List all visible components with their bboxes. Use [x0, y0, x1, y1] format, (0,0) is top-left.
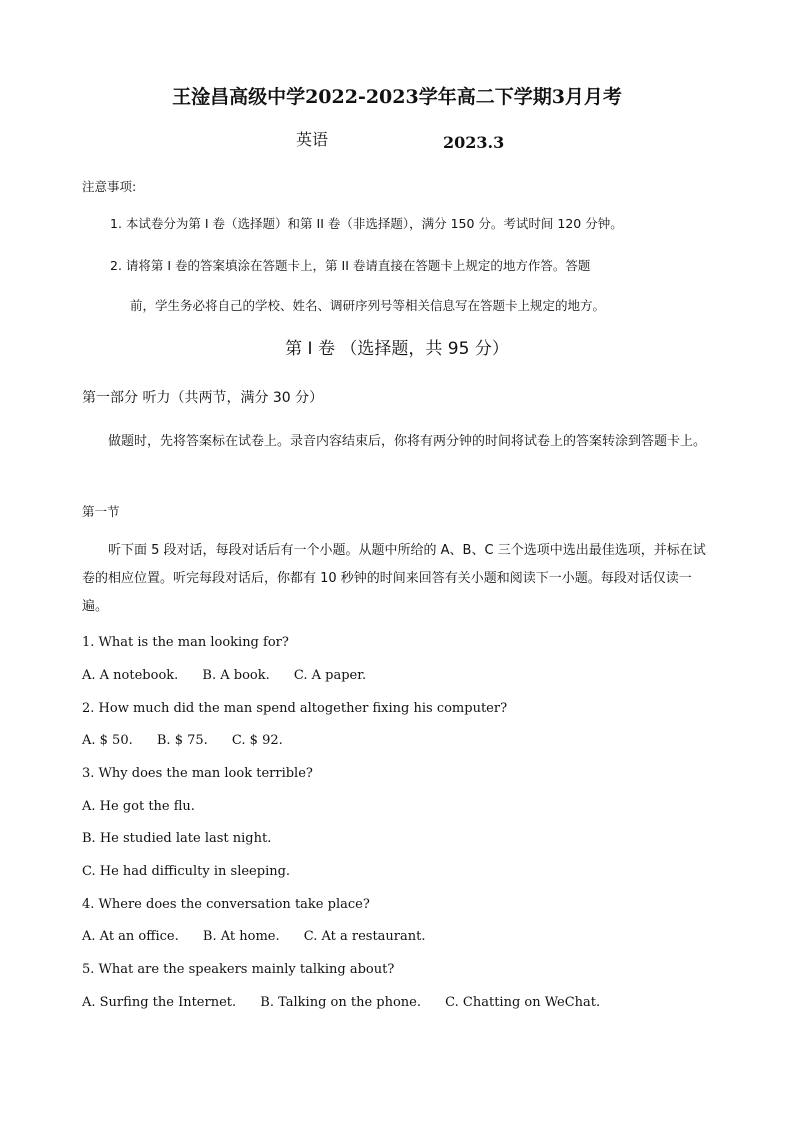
- part-heading: 第一部分 听力（共两节，满分 30 分）: [82, 390, 324, 406]
- exam-title: 王淦昌高级中学2022-2023学年高二下学期3月月考: [172, 86, 622, 108]
- question-3: 3. Why does the man look terrible?: [82, 766, 313, 781]
- option-a: A. A notebook.: [82, 668, 179, 683]
- option-c: C. Chatting on WeChat.: [445, 995, 601, 1010]
- question-4: 4. Where does the conversation take place?: [82, 897, 370, 912]
- option-b: B. At home.: [202, 929, 280, 944]
- options-5: [82, 994, 620, 1012]
- note-item-1: 1. 本试卷分为第 I 卷（选择题）和第 II 卷（非选择题），满分 150 分。考试时间 120 分钟。: [110, 216, 623, 231]
- option-b: B. A book.: [202, 668, 270, 683]
- notes-heading: 注意事项:: [82, 179, 137, 194]
- options-2: [82, 732, 303, 750]
- option-b: B. $ 75.: [156, 733, 208, 748]
- option-3a: A. He got the flu.: [82, 799, 195, 814]
- question-2: 2. How much did the man spend altogether fixing his computer?: [82, 701, 508, 716]
- option-a: A. $ 50.: [82, 733, 133, 748]
- option-3c: C. He had difficulty in sleeping.: [82, 864, 291, 879]
- subsection-heading: 第一节: [82, 504, 120, 519]
- option-3b: B. He studied late last night.: [82, 831, 272, 846]
- subject-label: 英语: [296, 130, 329, 149]
- option-c: C. At a restaurant.: [303, 929, 426, 944]
- option-b: B. Talking on the phone.: [260, 995, 422, 1010]
- option-a: A. Surfing the Internet.: [82, 995, 237, 1010]
- question-1: 1. What is the man looking for?: [82, 635, 289, 650]
- option-a: A. At an office.: [82, 929, 179, 944]
- options-4: [82, 928, 446, 946]
- section-title: 第 I 卷 （选择题，共 95 分）: [285, 339, 509, 359]
- note-item-2: 2. 请将第 I 卷的答案填涂在答题卡上，第 II 卷请直接在答题卡上规定的地方作答。答题: [110, 258, 591, 273]
- question-5: 5. What are the speakers mainly talking about?: [82, 962, 395, 977]
- option-c: C. A paper.: [293, 668, 367, 683]
- exam-date: 2023.3: [443, 133, 505, 152]
- listening-instruction: 做题时，先将答案标在试卷上。录音内容结束后，你将有两分钟的时间将试卷上的答案转涂到答题卡上。: [108, 434, 707, 449]
- option-c: C. $ 92.: [231, 733, 283, 748]
- subsection-instruction: 听下面 5 段对话，每段对话后有一个小题。从题中所给的 A、B、C 三个选项中选出最佳选项，并标在试卷的相应位置。听完每段对话后，你都有 10 秒钟的时间来回答有关小题和阅读下一小题。每段对话仅读一遍。: [82, 543, 706, 614]
- note-item-2-cont: 前，学生务必将自己的学校、姓名、调研序列号等相关信息写在答题卡上规定的地方。: [130, 298, 606, 313]
- options-1: [82, 667, 386, 685]
